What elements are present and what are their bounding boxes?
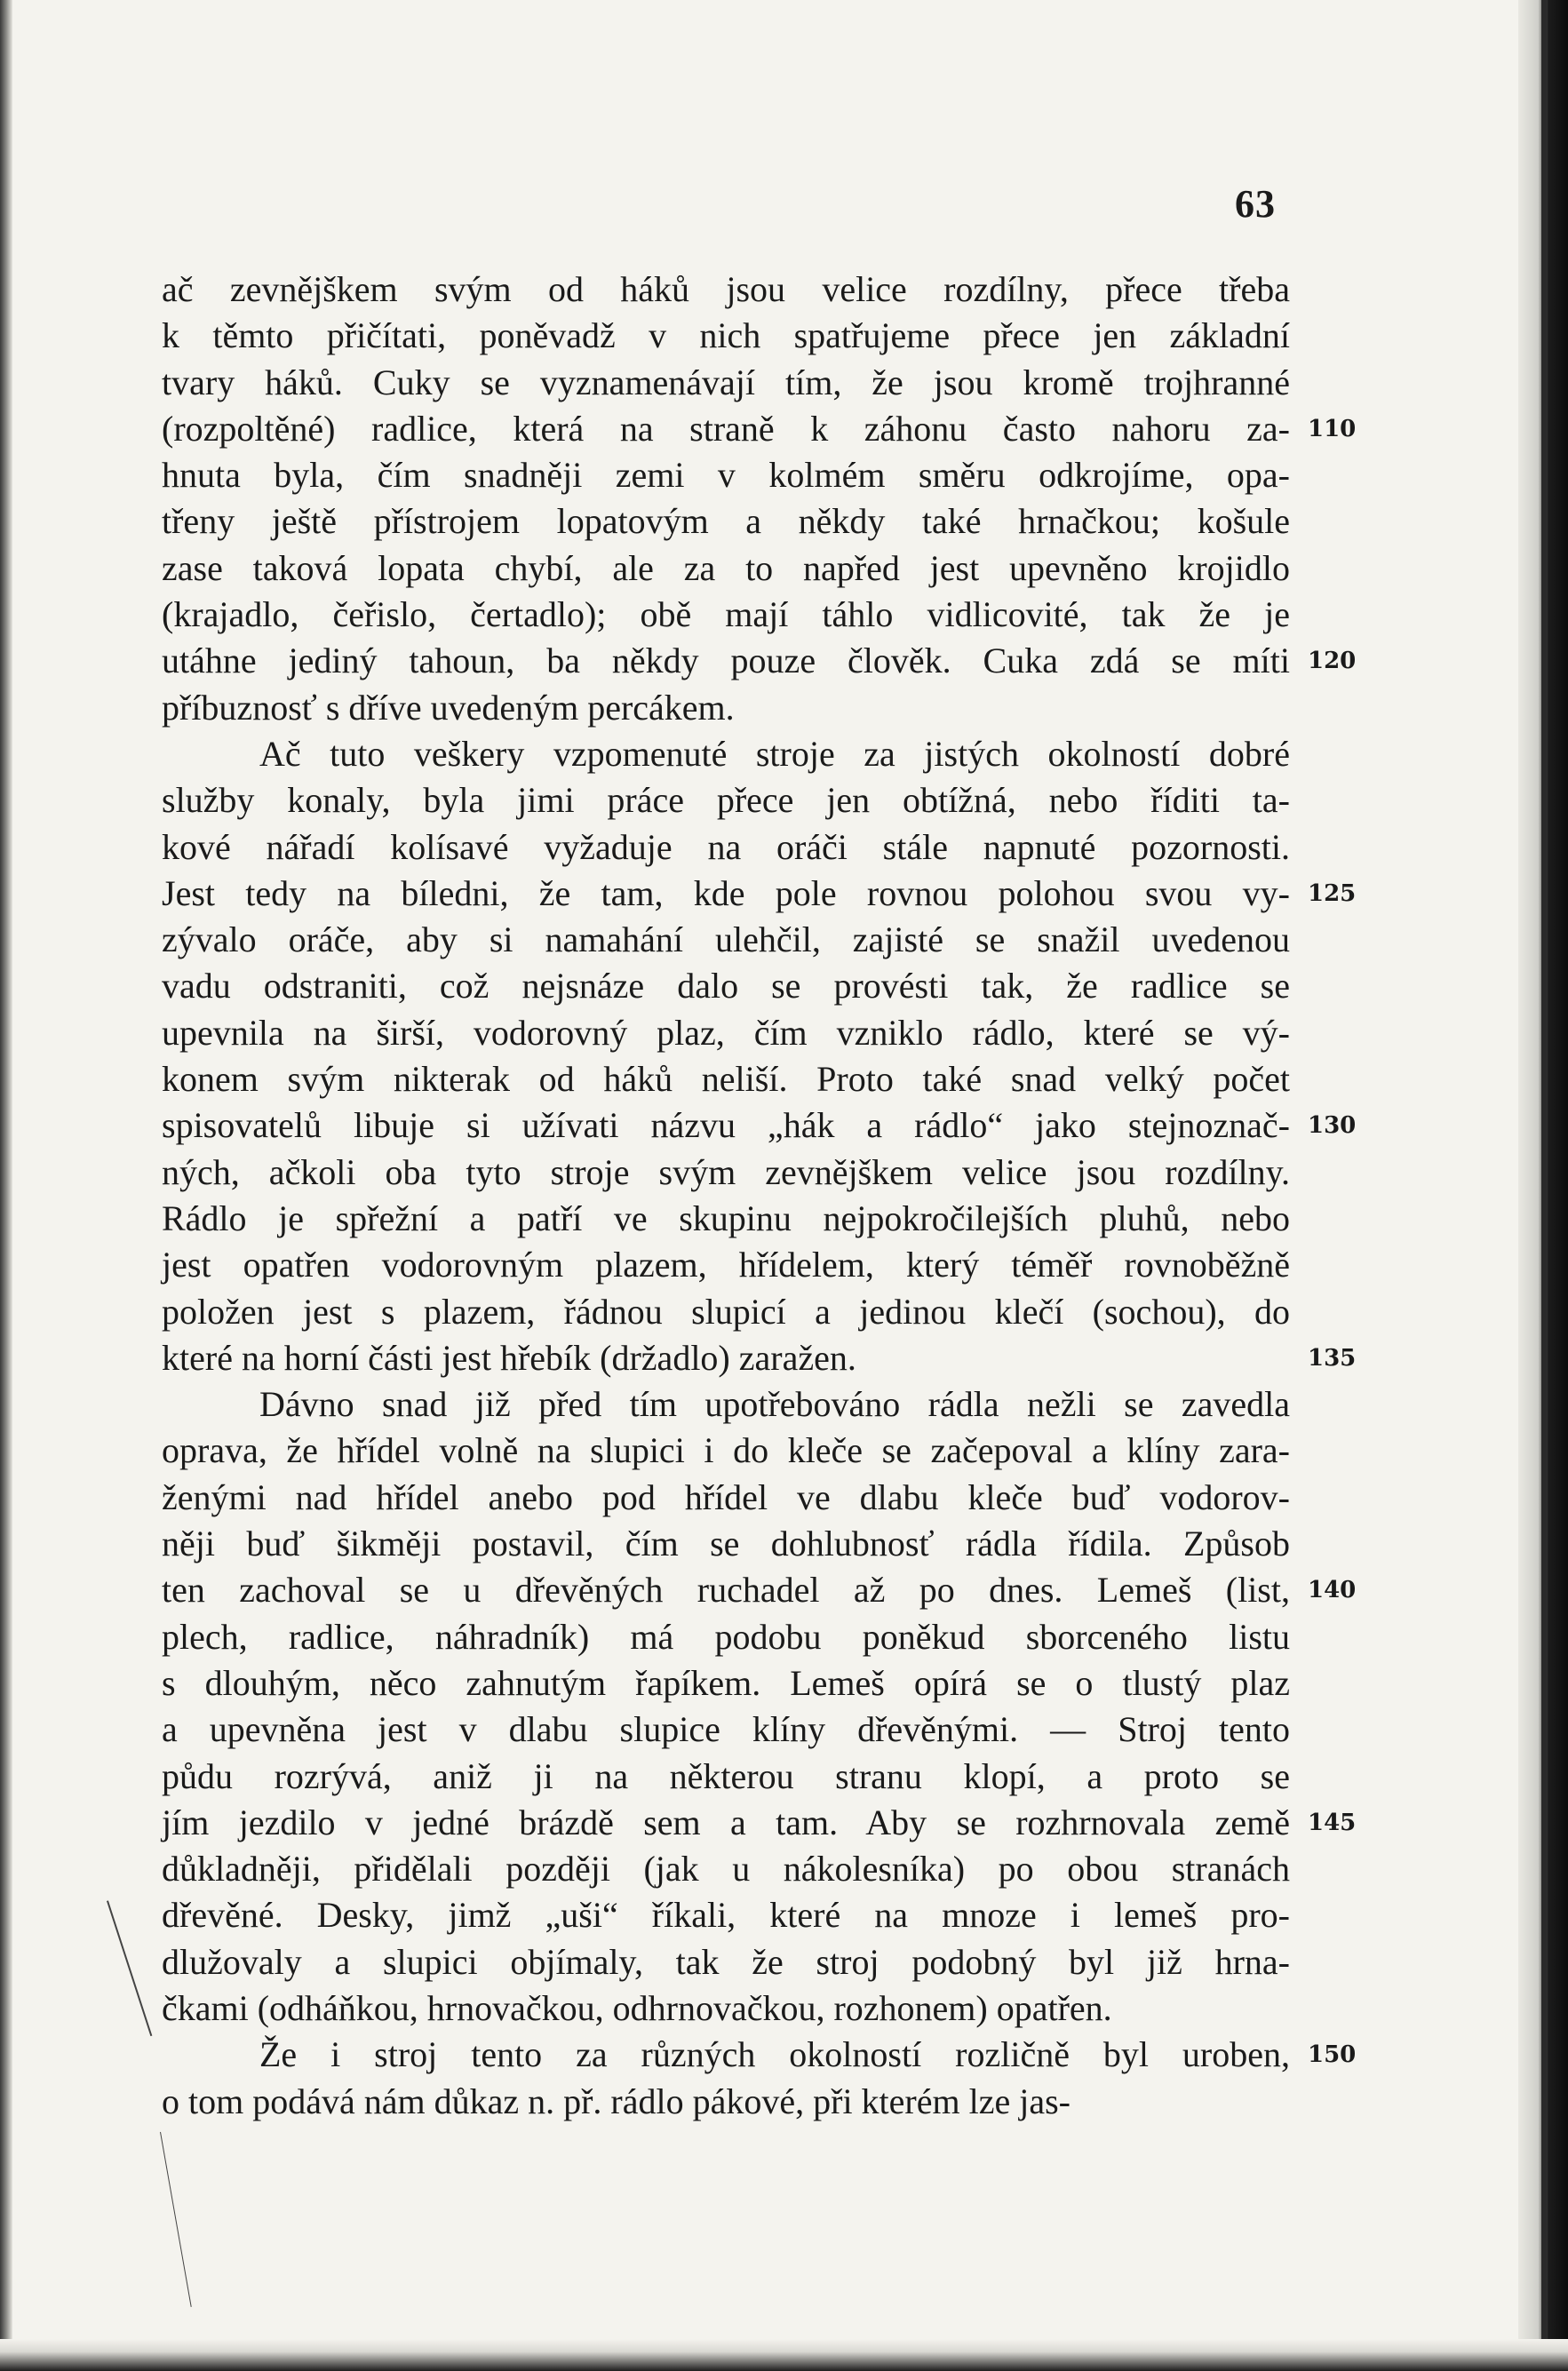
text-line <box>162 2079 1290 2125</box>
text-line <box>162 452 1290 498</box>
text-line-content: Že i stroj tento za různých okolností rozličně byl uroben, <box>259 2034 1290 2075</box>
text-line <box>162 1567 1357 1613</box>
text-line-content: ač zevnějškem svým od háků jsou velice rozdílny, přece třeba <box>162 269 1290 309</box>
text-line <box>162 1289 1290 1335</box>
scan-edge-right <box>1518 0 1568 2371</box>
text-line-content: které na horní části jest hřebík (držadlo) zaražen. <box>162 1337 856 1378</box>
text-line-content: a upevněna jest v dlabu slupice klíny dřevěnými. — Stroj tento <box>162 1709 1290 1750</box>
text-line <box>162 1242 1290 1288</box>
text-line <box>162 1381 1290 1428</box>
line-number-marginal: 135 <box>1308 1344 1357 1372</box>
text-line-content: konem svým nikterak od háků neliší. Proto také snad velký počet <box>162 1059 1290 1100</box>
text-line <box>162 498 1290 545</box>
text-line <box>162 685 1290 731</box>
text-line-content: třeny ještě přístrojem lopatovým a někdy také hrnačkou; košule <box>162 501 1290 542</box>
text-line <box>162 1939 1290 1985</box>
page-number: 63 <box>1235 182 1276 226</box>
text-line-content: (krajadlo, čeřislo, čertadlo); obě mají táhlo vidlicovité, tak že je <box>162 594 1290 635</box>
text-line <box>162 360 1290 406</box>
text-line <box>162 1660 1290 1707</box>
text-line-content: spisovatelů libuje si užívati názvu „hák a rádlo“ jako stejnoznač- <box>162 1105 1290 1146</box>
text-line-content: ten zachoval se u dřevěných ruchadel až po dnes. Lemeš (list, <box>162 1570 1290 1611</box>
text-line-content: ženými nad hřídel anebo pod hřídel ve dlabu kleče buď vodorov- <box>162 1476 1290 1517</box>
text-line-content: něji buď šikměji postavil, čím se dohlubnosť rádla řídila. Způsob <box>162 1524 1290 1564</box>
text-line <box>162 1335 1357 1381</box>
text-line-content: oprava, že hřídel volně na slupici i do kleče se začepoval a klíny zara- <box>162 1430 1290 1471</box>
text-line <box>162 1196 1290 1242</box>
text-line-content: o tom podává nám důkaz n. př. rádlo pákové, při kterém lze jas- <box>162 2081 1071 2121</box>
text-line <box>162 638 1357 684</box>
text-line <box>162 1754 1290 1800</box>
line-number-marginal: 110 <box>1308 415 1357 442</box>
text-line-content: dlužovaly a slupici objímaly, tak že stroj podobný byl již hrna- <box>162 1941 1290 1982</box>
line-number-marginal: 150 <box>1308 2041 1357 2069</box>
text-line <box>162 1892 1290 1938</box>
text-line <box>162 824 1290 871</box>
text-line-content: kové nářadí kolísavé vyžaduje na oráči stále napnuté pozornosti. <box>162 826 1290 867</box>
text-line <box>162 313 1290 359</box>
text-line-content: služby konaly, byla jimi práce přece jen obtížná, nebo říditi ta- <box>162 780 1290 821</box>
text-line-content: jest opatřen vodorovným plazem, hřídelem, který téměř rovnoběžně <box>162 1245 1290 1285</box>
text-line <box>162 1985 1290 2032</box>
text-line-content: utáhne jediný tahoun, ba někdy pouze člověk. Cuka zdá se míti <box>162 640 1290 681</box>
text-line-content: příbuznosť s dříve uvedeným percákem. <box>162 687 735 728</box>
body-text <box>162 267 1357 2125</box>
text-line <box>162 545 1290 592</box>
text-line <box>162 1056 1290 1102</box>
text-line-content: půdu rozrývá, aniž ji na některou stranu klopí, a proto se <box>162 1755 1290 1796</box>
line-number-marginal: 140 <box>1308 1577 1357 1604</box>
text-line <box>162 592 1290 638</box>
text-line-content: (rozpoltěné) radlice, která na straně k záhonu často nahoru za- <box>162 408 1290 449</box>
text-line <box>162 406 1357 452</box>
line-number-marginal: 130 <box>1308 1112 1357 1140</box>
text-line-content: vadu odstraniti, což nejsnáze dalo se provésti tak, že radlice se <box>162 966 1290 1006</box>
text-line <box>162 2032 1357 2078</box>
scan-stroke-mark <box>107 1900 152 2036</box>
text-line-content: položen jest s plazem, řádnou slupicí a jedinou klečí (sochou), do <box>162 1291 1290 1332</box>
text-line <box>162 1150 1290 1196</box>
text-line-content: jím jezdilo v jedné brázdě sem a tam. Aby se rozhrnovala země <box>162 1802 1290 1842</box>
line-number-marginal: 125 <box>1308 879 1357 907</box>
line-number-marginal: 120 <box>1308 648 1357 675</box>
text-line <box>162 871 1357 917</box>
text-line-content: s dlouhým, něco zahnutým řapíkem. Lemeš opírá se o tlustý plaz <box>162 1662 1290 1703</box>
text-line <box>162 917 1290 963</box>
text-line <box>162 963 1290 1009</box>
text-line-content: Ač tuto veškery vzpomenuté stroje za jistých okolností dobré <box>259 733 1290 774</box>
text-line-content: ných, ačkoli oba tyto stroje svým zevnějškem velice jsou rozdílny. <box>162 1151 1290 1192</box>
text-line <box>162 1800 1357 1846</box>
text-line <box>162 1846 1290 1892</box>
text-line <box>162 1614 1290 1660</box>
text-line-content: zývalo oráče, aby si namahání ulehčil, zajisté se snažil uvedenou <box>162 919 1290 960</box>
text-line <box>162 777 1290 823</box>
text-line <box>162 1010 1290 1056</box>
text-line-content: čkami (odháňkou, hrnovačkou, odhrnovačkou, rozhonem) opatřen. <box>162 1987 1112 2028</box>
scan-edge-left <box>0 0 12 2371</box>
text-line-content: dřevěné. Desky, jimž „uši“ říkali, které na mnoze i lemeš pro- <box>162 1895 1290 1936</box>
text-line <box>162 1521 1290 1567</box>
text-line-content: zase taková lopata chybí, ale za to napřed jest upevněno krojidlo <box>162 547 1290 588</box>
text-line <box>162 1102 1357 1149</box>
scan-stroke-mark <box>160 2132 192 2307</box>
text-line <box>162 267 1290 313</box>
text-line-content: plech, radlice, náhradník) má podobu poněkud sborceného listu <box>162 1616 1290 1657</box>
text-line-content: Jest tedy na bíledni, že tam, kde pole rovnou polohou svou vy- <box>162 872 1290 913</box>
text-line-content: k těmto přičítati, poněvadž v nich spatřujeme přece jen základní <box>162 315 1290 356</box>
text-line-content: tvary háků. Cuky se vyznamenávají tím, že jsou kromě trojhranné <box>162 362 1290 402</box>
text-line-content: upevnila na širší, vodorovný plaz, čím vzniklo rádlo, které se vý- <box>162 1012 1290 1053</box>
line-number-marginal: 145 <box>1308 1809 1357 1836</box>
text-line-content: hnuta byla, čím snadněji zemi v kolmém směru odkrojíme, opa- <box>162 455 1290 496</box>
text-line-content: Dávno snad již před tím upotřebováno rádla nežli se zavedla <box>259 1384 1290 1425</box>
text-line <box>162 1475 1290 1521</box>
text-line <box>162 1707 1290 1753</box>
text-line <box>162 1428 1290 1474</box>
text-line <box>162 731 1290 777</box>
scan-edge-bottom <box>0 2339 1568 2371</box>
text-line-content: důkladněji, přidělali později (jak u nákolesníka) po obou stranách <box>162 1849 1290 1890</box>
text-line-content: Rádlo je spřežní a patří ve skupinu nejpokročilejších pluhů, nebo <box>162 1197 1290 1238</box>
